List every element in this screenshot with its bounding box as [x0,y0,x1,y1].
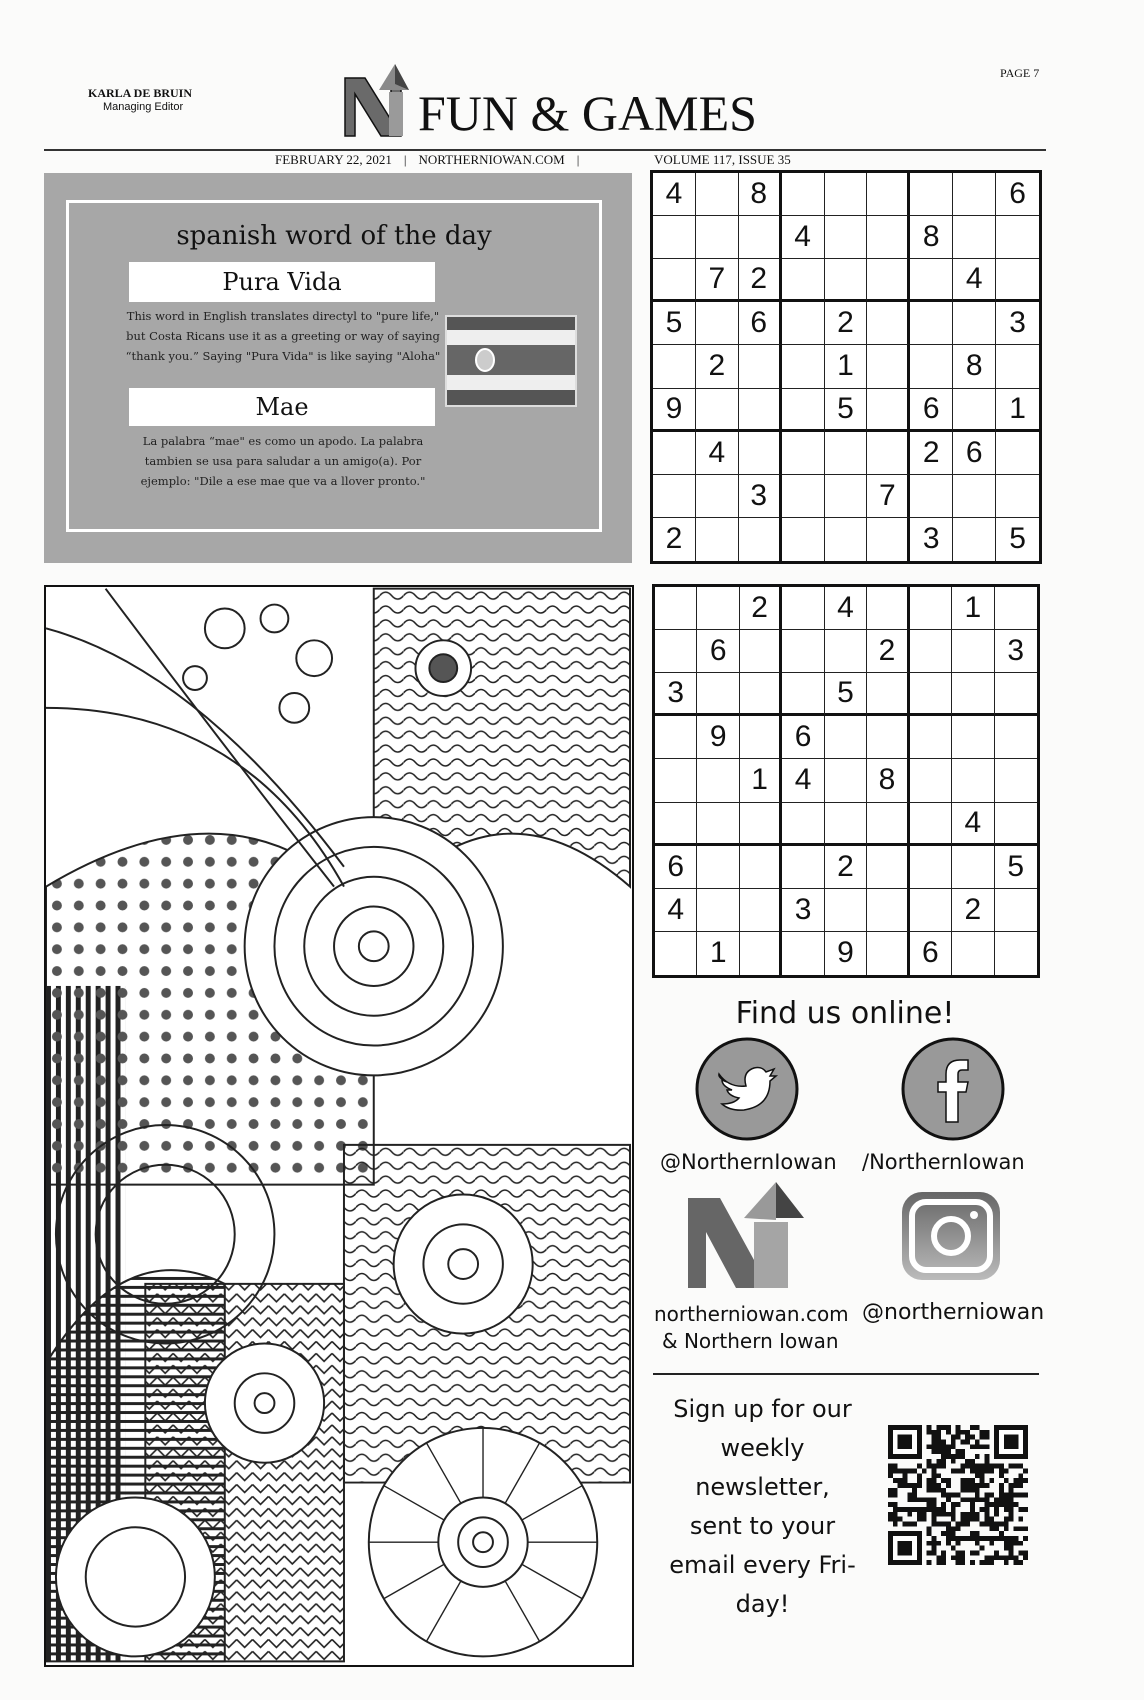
sudoku-given-cell: 4 [655,889,697,932]
signup-line: weekly [720,1434,805,1462]
sudoku-empty-cell[interactable] [952,932,994,975]
page-number: PAGE 7 [1000,66,1040,80]
sudoku-given-cell: 5 [995,846,1037,889]
northern-iowan-logo-icon[interactable] [686,1180,806,1298]
sudoku-given-cell: 3 [996,302,1039,345]
costa-rica-flag-icon [445,315,577,407]
sudoku-empty-cell[interactable] [910,889,952,932]
sudoku-empty-cell[interactable] [739,432,782,475]
sudoku-empty-cell[interactable] [739,216,782,259]
sudoku-empty-cell[interactable] [653,216,696,259]
dateline [275,152,591,168]
sudoku-given-cell: 5 [825,673,867,716]
issue-date: FEBRUARY 22, 2021 [275,152,392,167]
sudoku-empty-cell[interactable] [910,259,953,302]
sudoku-given-cell: 6 [782,716,824,759]
sudoku-empty-cell[interactable] [995,803,1037,846]
sudoku-empty-cell[interactable] [995,716,1037,759]
sudoku-empty-cell[interactable] [655,587,697,630]
signup-line: sent to your [689,1512,836,1540]
sudoku-given-cell: 2 [739,259,782,302]
spanish-word-frame [66,200,602,532]
twitter-handle[interactable]: @NorthernIowan [660,1150,837,1174]
sudoku-given-cell: 8 [867,759,909,802]
section-title: FUN & GAMES [418,85,757,141]
sudoku-given-cell: 2 [653,518,696,561]
sudoku-given-cell: 3 [655,673,697,716]
sudoku-empty-cell[interactable] [655,803,697,846]
sudoku-empty-cell[interactable] [696,173,739,216]
newsletter-qr-code[interactable] [888,1425,1028,1565]
sudoku-empty-cell[interactable] [740,846,782,889]
signup-line: Sign up for our [673,1395,852,1423]
sudoku-given-cell: 5 [825,389,868,432]
sudoku-empty-cell[interactable] [996,345,1039,388]
sudoku-empty-cell[interactable] [782,345,825,388]
twitter-icon[interactable] [694,1036,800,1142]
sudoku-empty-cell[interactable] [655,630,697,673]
word-mae-definition: La palabra “mae" es como un apodo. La palabra tambien se usa para saludar a un amigo(a). Por ejemplo: "Dile a ese mae que va a llover pronto." [140,434,426,488]
sudoku-empty-cell[interactable] [696,518,739,561]
sudoku-empty-cell[interactable] [910,587,952,630]
sudoku-given-cell: 3 [739,475,782,518]
sudoku-empty-cell[interactable] [782,673,824,716]
sudoku-empty-cell[interactable] [655,716,697,759]
sudoku-given-cell: 8 [953,345,996,388]
instagram-icon[interactable] [900,1190,1002,1282]
sudoku-given-cell: 6 [953,432,996,475]
sudoku-empty-cell[interactable] [867,389,910,432]
sudoku-empty-cell[interactable] [696,302,739,345]
sudoku-empty-cell[interactable] [910,759,952,802]
sudoku-empty-cell[interactable] [696,389,739,432]
sudoku-empty-cell[interactable] [782,846,824,889]
coloring-page-illustration [44,585,634,1667]
sudoku-empty-cell[interactable] [996,216,1039,259]
sudoku-given-cell: 1 [697,932,739,975]
sudoku-empty-cell[interactable] [867,889,909,932]
sudoku-empty-cell[interactable] [782,389,825,432]
sudoku-empty-cell[interactable] [697,759,739,802]
sudoku-empty-cell[interactable] [867,587,909,630]
separator: | [403,152,407,167]
sudoku-empty-cell[interactable] [740,716,782,759]
sudoku-empty-cell[interactable] [825,630,867,673]
sudoku-empty-cell[interactable] [740,889,782,932]
sudoku-empty-cell[interactable] [867,259,910,302]
site-name: NORTHERNIOWAN.COM [418,152,565,167]
sudoku-given-cell: 3 [910,518,953,561]
sudoku-empty-cell[interactable] [740,673,782,716]
sudoku-given-cell: 6 [655,846,697,889]
sudoku-given-cell: 2 [867,630,909,673]
signup-line: email every Fri- [669,1551,856,1579]
word-pura-vida: Pura Vida [129,262,435,302]
sudoku-empty-cell[interactable] [697,803,739,846]
sudoku-empty-cell[interactable] [825,803,867,846]
instagram-handle[interactable]: @northerniowan [862,1300,1045,1325]
sudoku-puzzle-2 [652,584,1040,978]
sudoku-given-cell: 6 [996,173,1039,216]
northern-iowan-logo-icon [343,62,415,138]
sudoku-empty-cell[interactable] [910,173,953,216]
divider [653,1373,1039,1375]
sudoku-empty-cell[interactable] [697,673,739,716]
sudoku-empty-cell[interactable] [782,432,825,475]
sudoku-empty-cell[interactable] [867,518,910,561]
sudoku-given-cell: 4 [953,259,996,302]
sudoku-empty-cell[interactable] [739,518,782,561]
sudoku-empty-cell[interactable] [867,932,909,975]
sudoku-empty-cell[interactable] [825,889,867,932]
sudoku-empty-cell[interactable] [697,846,739,889]
sudoku-empty-cell[interactable] [740,630,782,673]
sudoku-empty-cell[interactable] [653,259,696,302]
sudoku-given-cell: 5 [653,302,696,345]
sudoku-empty-cell[interactable] [782,475,825,518]
facebook-handle[interactable]: /NorthernIowan [862,1150,1025,1174]
volume-issue: VOLUME 117, ISSUE 35 [654,152,791,167]
sudoku-given-cell: 4 [952,803,994,846]
sudoku-empty-cell[interactable] [953,173,996,216]
sudoku-empty-cell[interactable] [782,302,825,345]
sudoku-given-cell: 8 [910,216,953,259]
sudoku-empty-cell[interactable] [825,259,868,302]
sudoku-given-cell: 4 [696,432,739,475]
sudoku-given-cell: 2 [910,432,953,475]
sudoku-empty-cell[interactable] [782,173,825,216]
sudoku-given-cell: 2 [740,587,782,630]
word-pura-vida-definition: This word in English translates directyl to "pure life," but Costa Ricans use it as a greeting or way of saying “thank you.” Saying "Pura Vida" is like saying "Aloha" [125,309,441,363]
sudoku-empty-cell[interactable] [953,389,996,432]
sudoku-empty-cell[interactable] [697,889,739,932]
sudoku-empty-cell[interactable] [782,587,824,630]
sudoku-empty-cell[interactable] [953,302,996,345]
spanish-word-panel [44,173,632,563]
sudoku-given-cell: 9 [697,716,739,759]
sudoku-empty-cell[interactable] [655,932,697,975]
sudoku-empty-cell[interactable] [739,389,782,432]
sudoku-given-cell: 3 [995,630,1037,673]
sudoku-empty-cell[interactable] [995,673,1037,716]
sudoku-empty-cell[interactable] [655,759,697,802]
sudoku-empty-cell[interactable] [867,716,909,759]
sudoku-given-cell: 8 [739,173,782,216]
separator: | [576,152,580,167]
sudoku-empty-cell[interactable] [825,173,868,216]
sudoku-empty-cell[interactable] [653,475,696,518]
sudoku-empty-cell[interactable] [953,216,996,259]
sudoku-empty-cell[interactable] [952,673,994,716]
sudoku-empty-cell[interactable] [910,803,952,846]
sudoku-empty-cell[interactable] [953,475,996,518]
sudoku-empty-cell[interactable] [867,803,909,846]
website-url[interactable]: northerniowan.com [654,1302,849,1326]
signup-line: day! [735,1590,790,1618]
sudoku-given-cell: 6 [910,932,952,975]
sudoku-given-cell: 7 [696,259,739,302]
sudoku-empty-cell[interactable] [995,759,1037,802]
sudoku-empty-cell[interactable] [782,259,825,302]
sudoku-given-cell: 6 [739,302,782,345]
header-rule [44,149,1046,151]
sudoku-given-cell: 3 [782,889,824,932]
sudoku-empty-cell[interactable] [653,432,696,475]
sudoku-puzzle-1 [650,170,1042,564]
sudoku-given-cell: 1 [825,345,868,388]
sudoku-empty-cell[interactable] [740,803,782,846]
sudoku-empty-cell[interactable] [910,630,952,673]
newsletter-signup-text [655,1390,870,1624]
sudoku-given-cell: 2 [825,302,868,345]
sudoku-given-cell: 2 [696,345,739,388]
sudoku-empty-cell[interactable] [696,216,739,259]
sudoku-given-cell: 7 [867,475,910,518]
sudoku-empty-cell[interactable] [867,846,909,889]
sudoku-empty-cell[interactable] [739,345,782,388]
sudoku-given-cell: 6 [697,630,739,673]
sudoku-empty-cell[interactable] [696,475,739,518]
sudoku-given-cell: 1 [740,759,782,802]
sudoku-empty-cell[interactable] [995,587,1037,630]
sudoku-empty-cell[interactable] [952,846,994,889]
sudoku-empty-cell[interactable] [995,932,1037,975]
sudoku-empty-cell[interactable] [867,432,910,475]
sudoku-empty-cell[interactable] [867,216,910,259]
sudoku-empty-cell[interactable] [782,803,824,846]
sudoku-empty-cell[interactable] [697,587,739,630]
sudoku-empty-cell[interactable] [952,759,994,802]
facebook-icon[interactable] [900,1036,1006,1142]
sudoku-empty-cell[interactable] [782,630,824,673]
sudoku-given-cell: 4 [782,759,824,802]
word-mae: Mae [129,388,435,426]
sudoku-empty-cell[interactable] [825,716,867,759]
sudoku-empty-cell[interactable] [867,673,909,716]
sudoku-empty-cell[interactable] [825,475,868,518]
sudoku-given-cell: 2 [952,889,994,932]
sudoku-empty-cell[interactable] [867,302,910,345]
find-us-online-title: Find us online! [735,996,955,1031]
sudoku-empty-cell[interactable] [910,716,952,759]
sudoku-empty-cell[interactable] [910,846,952,889]
editor-title: Managing Editor [103,101,184,113]
sudoku-empty-cell[interactable] [910,345,953,388]
sudoku-empty-cell[interactable] [825,518,868,561]
website-name: & Northern Iowan [662,1329,839,1353]
sudoku-given-cell: 4 [653,173,696,216]
sudoku-empty-cell[interactable] [825,759,867,802]
editor-name: KARLA DE BRUIN [88,86,193,100]
sudoku-empty-cell[interactable] [996,475,1039,518]
sudoku-empty-cell[interactable] [995,889,1037,932]
sudoku-given-cell: 6 [910,389,953,432]
sudoku-empty-cell[interactable] [910,302,953,345]
sudoku-empty-cell[interactable] [867,173,910,216]
sudoku-given-cell: 9 [653,389,696,432]
sudoku-empty-cell[interactable] [867,345,910,388]
sudoku-given-cell: 1 [996,389,1039,432]
sudoku-empty-cell[interactable] [825,432,868,475]
sudoku-empty-cell[interactable] [740,932,782,975]
sudoku-empty-cell[interactable] [782,932,824,975]
sudoku-given-cell: 4 [825,587,867,630]
sudoku-empty-cell[interactable] [996,259,1039,302]
sudoku-given-cell: 9 [825,932,867,975]
sudoku-given-cell: 1 [952,587,994,630]
sudoku-empty-cell[interactable] [825,216,868,259]
sudoku-empty-cell[interactable] [653,345,696,388]
sudoku-empty-cell[interactable] [953,518,996,561]
sudoku-given-cell: 2 [825,846,867,889]
sudoku-given-cell: 5 [1009,522,1026,556]
sudoku-empty-cell[interactable] [910,475,953,518]
sudoku-empty-cell[interactable] [910,673,952,716]
signup-line: newsletter, [695,1473,830,1501]
spanish-title: spanish word of the day [176,221,492,251]
sudoku-empty-cell[interactable] [952,716,994,759]
sudoku-empty-cell[interactable] [996,432,1039,475]
sudoku-empty-cell[interactable] [782,518,825,561]
sudoku-empty-cell[interactable] [952,630,994,673]
sudoku-given-cell: 4 [782,216,825,259]
